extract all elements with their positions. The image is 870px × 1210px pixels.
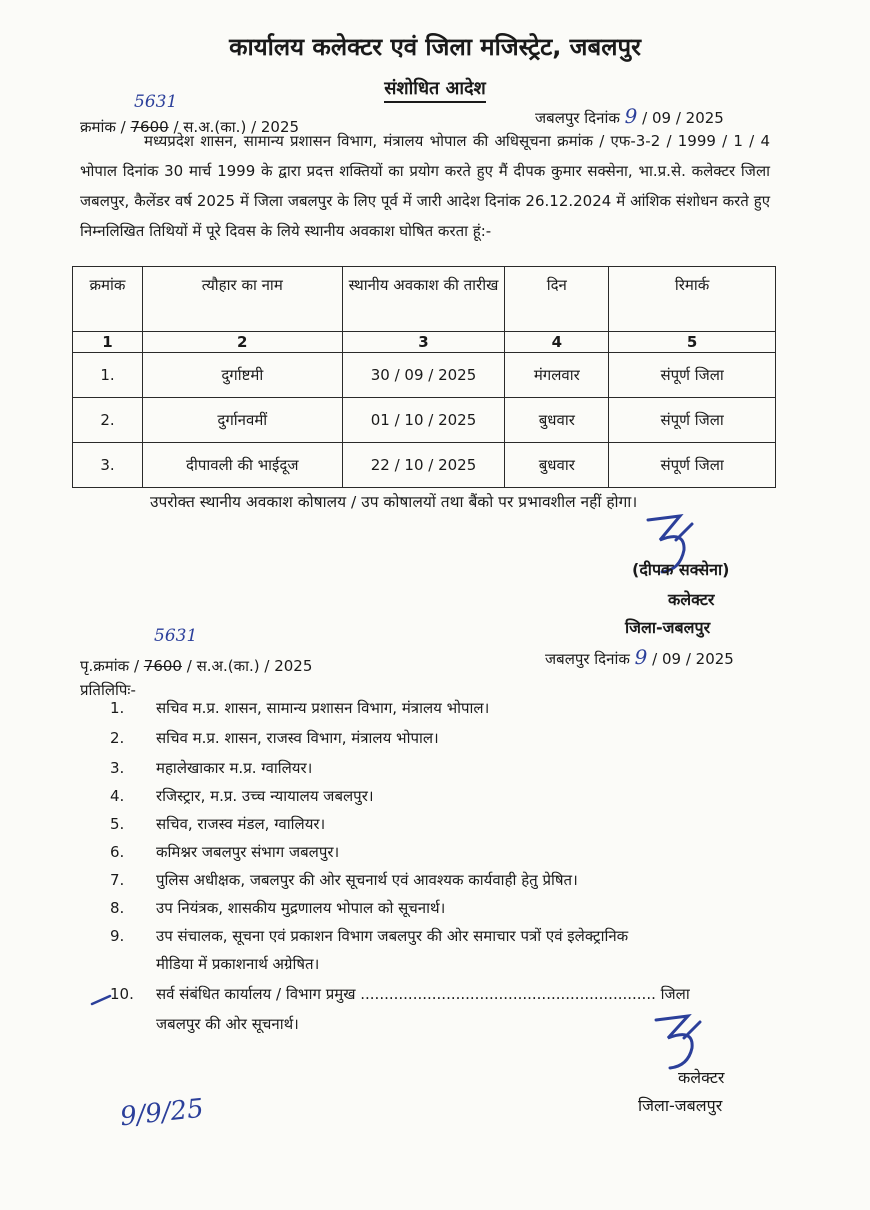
cell-remark: संपूर्ण जिला [609, 443, 776, 488]
list-item: 1. सचिव म.प्र. शासन, सामान्य प्रशासन विभाग, मंत्रालय भोपाल। [110, 699, 490, 717]
list-item: 5. सचिव, राजस्व मंडल, ग्वालियर। [110, 815, 326, 833]
note-text: उपरोक्त स्थानीय अवकाश कोषालय / उप कोषालयों तथा बैंको पर प्रभावशील नहीं होगा। [150, 493, 638, 511]
order-date: जबलपुर दिनांक 9 / 09 / 2025 [535, 104, 724, 128]
cell-festival: दुर्गानवमीं [142, 398, 342, 443]
list-item: 8. उप नियंत्रक, शासकीय मुद्रणालय भोपाल को सूचनार्थ। [110, 899, 446, 917]
signatory-title-2: कलेक्टर [678, 1068, 725, 1087]
signatory-district: जिला-जबलपुर [625, 618, 711, 637]
endorsement-number: पृ.क्रमांक / 7600 / स.अ.(का.) / 2025 [80, 657, 313, 675]
table-header-row [73, 267, 776, 332]
cell-remark: संपूर्ण जिला [609, 353, 776, 398]
cell-day: बुधवार [505, 443, 609, 488]
holiday-table [72, 266, 776, 488]
cell-sno: 2. [73, 398, 143, 443]
cell-remark: संपूर्ण जिला [609, 398, 776, 443]
column-number: 1 [73, 332, 143, 353]
cell-date: 01 / 10 / 2025 [342, 398, 505, 443]
column-number: 2 [142, 332, 342, 353]
table-column-number-row [73, 332, 776, 353]
list-item: 9. उप संचालक, सूचना एवं प्रकाशन विभाग जबलपुर की ओर समाचार पत्रों एवं इलेक्ट्रानिक [110, 927, 629, 945]
tick-mark [90, 992, 114, 1008]
cell-date: 22 / 10 / 2025 [342, 443, 505, 488]
office-title: कार्यालय कलेक्टर एवं जिला मजिस्ट्रेट, जबलपुर [229, 33, 641, 61]
column-number: 5 [609, 332, 776, 353]
signatory-name: (दीपक सक्सेना) [632, 560, 730, 579]
list-item: 3. महालेखाकार म.प्र. ग्वालियर। [110, 759, 313, 777]
header-festival: त्यौहार का नाम [142, 267, 342, 332]
list-item: 2. सचिव म.प्र. शासन, राजस्व विभाग, मंत्रालय भोपाल। [110, 729, 439, 747]
table-row [73, 398, 776, 443]
table-row [73, 353, 776, 398]
header-day: दिन [505, 267, 609, 332]
endorsement-date: जबलपुर दिनांक 9 / 09 / 2025 [545, 645, 734, 669]
header-sno: क्रमांक [73, 267, 143, 332]
cell-day: बुधवार [505, 398, 609, 443]
document-type: संशोधित आदेश [0, 76, 870, 100]
table-row [73, 443, 776, 488]
handwritten-date-note: 9/9/25 [118, 1093, 206, 1133]
order-body-text: मध्यप्रदेश शासन, सामान्य प्रशासन विभाग, मंत्रालय भोपाल की अधिसूचना क्रमांक / एफ-3-2 / 1999 / 1 / 4 भोपाल दिनांक 30 मार्च 1999 के द्वारा प्रदत्त शक्तियों का प्रयोग करते हुए मैं दीपक कुमार सक्सेना, भा.प्र.से. कलेक्टर जिला जबलपुर, कैलेंडर वर्ष 2025 में जिला जबलपुर के लिए पूर्व में जारी आदेश दिनांक 26.12.2024 में आंशिक संशोधन करते हुए निम्नलिखित तिथियों में पूरे दिवस के लिये स्थानीय अवकाश घोषित करता हूं:- [80, 132, 770, 240]
cell-sno: 3. [73, 443, 143, 488]
cell-festival: दुर्गाष्टमी [142, 353, 342, 398]
signatory-district-2: जिला-जबलपुर [638, 1096, 723, 1115]
list-item-continuation: मीडिया में प्रकाशनार्थ अग्रेषित। [156, 955, 320, 973]
column-number: 4 [505, 332, 609, 353]
list-item: 7. पुलिस अधीक्षक, जबलपुर की ओर सूचनार्थ एवं आवश्यक कार्यवाही हेतु प्रेषित। [110, 871, 578, 889]
cell-sno: 1. [73, 353, 143, 398]
copy-label: प्रतिलिपिः- [80, 681, 136, 699]
list-item: 6. कमिश्नर जबलपुर संभाग जबलपुर। [110, 843, 340, 861]
header-date: स्थानीय अवकाश की तारीख [342, 267, 505, 332]
list-item: 10. सर्व संबंधित कार्यालय / विभाग प्रमुख .............................................................. जिला [110, 985, 690, 1003]
list-item-continuation: जबलपुर की ओर सूचनार्थ। [156, 1015, 299, 1033]
order-number-handwritten: 5631 [134, 92, 178, 112]
column-number: 3 [342, 332, 505, 353]
list-item: 4. रजिस्ट्रार, म.प्र. उच्च न्यायालय जबलपुर। [110, 787, 374, 805]
header-remark: रिमार्क [609, 267, 776, 332]
cell-day: मंगलवार [505, 353, 609, 398]
cell-festival: दीपावली की भाईदूज [142, 443, 342, 488]
signatory-title: कलेक्टर [668, 590, 715, 609]
cell-date: 30 / 09 / 2025 [342, 353, 505, 398]
collector-signature-mark-2 [650, 1010, 710, 1072]
endorsement-number-handwritten: 5631 [154, 626, 198, 646]
order-number: क्रमांक / 7600 / स.अ.(का.) / 2025 [80, 118, 300, 136]
